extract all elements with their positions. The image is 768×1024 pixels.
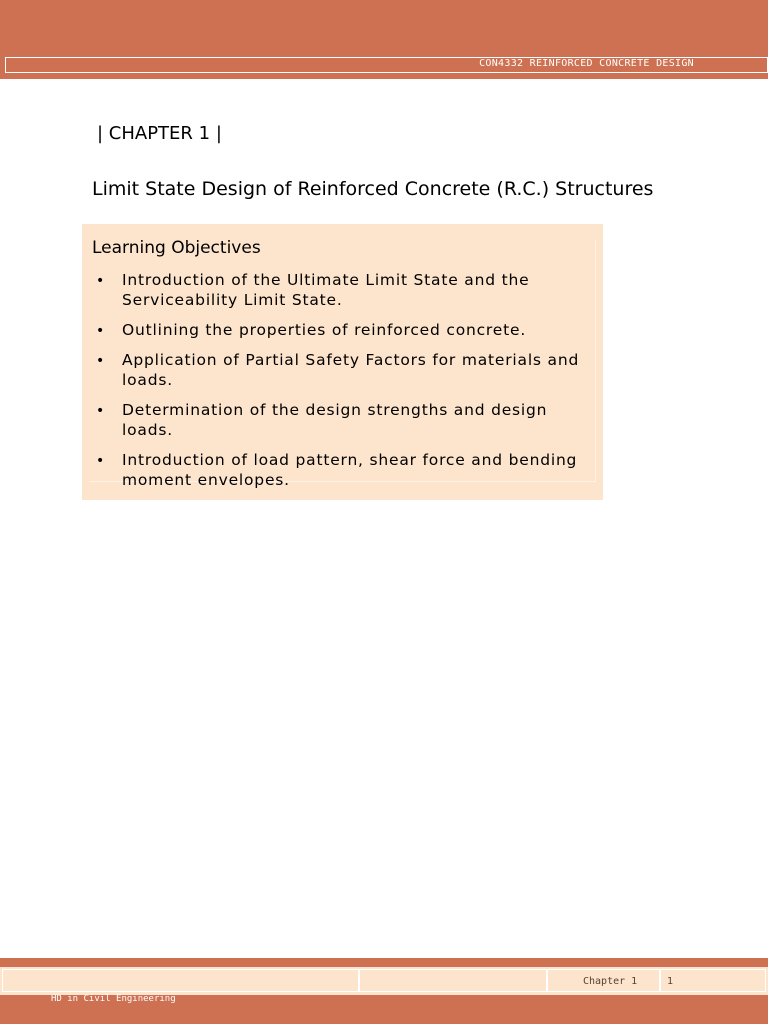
footer-cell-page — [660, 969, 766, 992]
objective-item — [92, 450, 592, 490]
objective-text: Determination of the design strengths and design loads. — [122, 401, 548, 439]
chapter-title: Limit State Design of Reinforced Concrete (R.C.) Structures — [92, 178, 654, 200]
footer-rule — [0, 958, 768, 967]
page-number: 1 — [667, 976, 674, 987]
footer-cells — [0, 967, 768, 995]
program-name: HD in Civil Engineering — [51, 994, 176, 1004]
objective-item — [92, 350, 592, 390]
objective-text: Introduction of the Ultimate Limit State and the Serviceability Limit State. — [122, 271, 530, 309]
footer-cell-middle — [359, 969, 547, 992]
objective-item — [92, 320, 592, 340]
objective-text: Application of Partial Safety Factors for materials and loads. — [122, 351, 580, 389]
objective-text: Introduction of load pattern, shear force and bending moment envelopes. — [122, 451, 578, 489]
chapter-label: | CHAPTER 1 | — [97, 123, 222, 144]
bullet-icon: • — [96, 453, 106, 469]
footer-cell-left — [2, 969, 359, 992]
bullet-icon: • — [96, 323, 106, 339]
bullet-icon: • — [96, 353, 106, 369]
objective-item — [92, 400, 592, 440]
bullet-icon: • — [96, 273, 106, 289]
objectives-list — [92, 270, 592, 500]
header-rule — [0, 77, 768, 79]
learning-objectives-heading: Learning Objectives — [92, 238, 261, 258]
course-title: CON4332 REINFORCED CONCRETE DESIGN — [479, 58, 694, 69]
footer-chapter-label: Chapter 1 — [583, 976, 638, 987]
objective-item — [92, 270, 592, 310]
objective-text: Outlining the properties of reinforced concrete. — [122, 321, 527, 339]
bullet-icon: • — [96, 403, 106, 419]
